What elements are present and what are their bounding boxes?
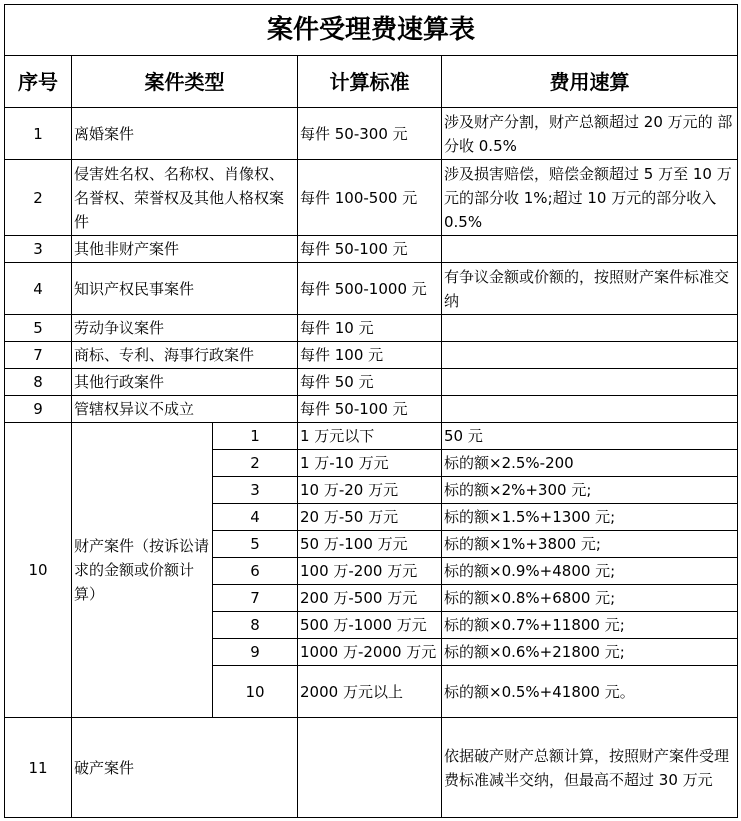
table-row bbox=[5, 718, 738, 818]
tier-calc: 标的额×1%+3800 元; bbox=[442, 531, 738, 558]
row-type: 侵害姓名权、名称权、肖像权、名誉权、荣誉权及其他人格权案件 bbox=[72, 160, 298, 236]
tier-calc: 标的额×0.7%+11800 元; bbox=[442, 612, 738, 639]
tier-calc: 标的额×0.8%+6800 元; bbox=[442, 585, 738, 612]
row-no: 3 bbox=[5, 236, 72, 263]
tier-no: 2 bbox=[213, 450, 298, 477]
row-calc bbox=[442, 396, 738, 423]
table-row bbox=[5, 315, 738, 342]
tier-no: 4 bbox=[213, 504, 298, 531]
row-type: 管辖权异议不成立 bbox=[72, 396, 298, 423]
row-standard bbox=[298, 718, 442, 818]
tier-no: 10 bbox=[213, 666, 298, 718]
row-no: 8 bbox=[5, 369, 72, 396]
header-row bbox=[5, 56, 738, 108]
row-type: 离婚案件 bbox=[72, 108, 298, 160]
tier-calc: 标的额×2%+300 元; bbox=[442, 477, 738, 504]
fee-table bbox=[4, 4, 738, 818]
table-row bbox=[5, 342, 738, 369]
row-no: 2 bbox=[5, 160, 72, 236]
row-standard: 每件 500-1000 元 bbox=[298, 263, 442, 315]
tier-range: 1 万-10 万元 bbox=[298, 450, 442, 477]
row-standard: 每件 10 元 bbox=[298, 315, 442, 342]
row-calc bbox=[442, 342, 738, 369]
row-no: 11 bbox=[5, 718, 72, 818]
tier-range: 50 万-100 万元 bbox=[298, 531, 442, 558]
header-type: 案件类型 bbox=[72, 56, 298, 108]
table-row bbox=[5, 160, 738, 236]
property-no: 10 bbox=[5, 423, 72, 718]
row-calc bbox=[442, 369, 738, 396]
row-type: 知识产权民事案件 bbox=[72, 263, 298, 315]
property-type: 财产案件（按诉讼请求的金额或价额计算） bbox=[72, 423, 213, 718]
row-type: 破产案件 bbox=[72, 718, 298, 818]
header-calc: 费用速算 bbox=[442, 56, 738, 108]
tier-range: 1 万元以下 bbox=[298, 423, 442, 450]
row-calc: 依据破产财产总额计算，按照财产案件受理费标准减半交纳，但最高不超过 30 万元 bbox=[442, 718, 738, 818]
tier-range: 20 万-50 万元 bbox=[298, 504, 442, 531]
row-standard: 每件 50-300 元 bbox=[298, 108, 442, 160]
table-row bbox=[5, 263, 738, 315]
row-no: 9 bbox=[5, 396, 72, 423]
tier-calc: 标的额×2.5%-200 bbox=[442, 450, 738, 477]
property-tier-row bbox=[5, 423, 738, 450]
table-row bbox=[5, 369, 738, 396]
tier-range: 1000 万-2000 万元 bbox=[298, 639, 442, 666]
tier-calc: 标的额×0.9%+4800 元; bbox=[442, 558, 738, 585]
tier-no: 1 bbox=[213, 423, 298, 450]
row-type: 其他非财产案件 bbox=[72, 236, 298, 263]
header-no: 序号 bbox=[5, 56, 72, 108]
tier-no: 3 bbox=[213, 477, 298, 504]
table-row bbox=[5, 396, 738, 423]
header-standard: 计算标准 bbox=[298, 56, 442, 108]
tier-range: 500 万-1000 万元 bbox=[298, 612, 442, 639]
tier-range: 2000 万元以上 bbox=[298, 666, 442, 718]
table-row bbox=[5, 236, 738, 263]
row-standard: 每件 50-100 元 bbox=[298, 396, 442, 423]
row-no: 5 bbox=[5, 315, 72, 342]
tier-no: 9 bbox=[213, 639, 298, 666]
row-calc bbox=[442, 236, 738, 263]
tier-no: 6 bbox=[213, 558, 298, 585]
row-standard: 每件 100 元 bbox=[298, 342, 442, 369]
row-type: 商标、专利、海事行政案件 bbox=[72, 342, 298, 369]
tier-no: 5 bbox=[213, 531, 298, 558]
tier-no: 7 bbox=[213, 585, 298, 612]
row-type: 其他行政案件 bbox=[72, 369, 298, 396]
row-calc: 有争议金额或价额的，按照财产案件标准交纳 bbox=[442, 263, 738, 315]
row-calc: 涉及损害赔偿，赔偿金额超过 5 万至 10 万元的部分收 1%;超过 10 万元的部分收入 0.5% bbox=[442, 160, 738, 236]
table-title: 案件受理费速算表 bbox=[5, 5, 738, 56]
row-standard: 每件 50-100 元 bbox=[298, 236, 442, 263]
row-calc: 涉及财产分割，财产总额超过 20 万元的 部分收 0.5% bbox=[442, 108, 738, 160]
row-type: 劳动争议案件 bbox=[72, 315, 298, 342]
tier-range: 10 万-20 万元 bbox=[298, 477, 442, 504]
title-row bbox=[5, 5, 738, 56]
row-no: 1 bbox=[5, 108, 72, 160]
row-no: 7 bbox=[5, 342, 72, 369]
row-calc bbox=[442, 315, 738, 342]
tier-calc: 标的额×1.5%+1300 元; bbox=[442, 504, 738, 531]
tier-no: 8 bbox=[213, 612, 298, 639]
table-row bbox=[5, 108, 738, 160]
tier-range: 200 万-500 万元 bbox=[298, 585, 442, 612]
row-standard: 每件 100-500 元 bbox=[298, 160, 442, 236]
row-standard: 每件 50 元 bbox=[298, 369, 442, 396]
tier-calc: 标的额×0.5%+41800 元。 bbox=[442, 666, 738, 718]
tier-calc: 标的额×0.6%+21800 元; bbox=[442, 639, 738, 666]
tier-range: 100 万-200 万元 bbox=[298, 558, 442, 585]
row-no: 4 bbox=[5, 263, 72, 315]
tier-calc: 50 元 bbox=[442, 423, 738, 450]
